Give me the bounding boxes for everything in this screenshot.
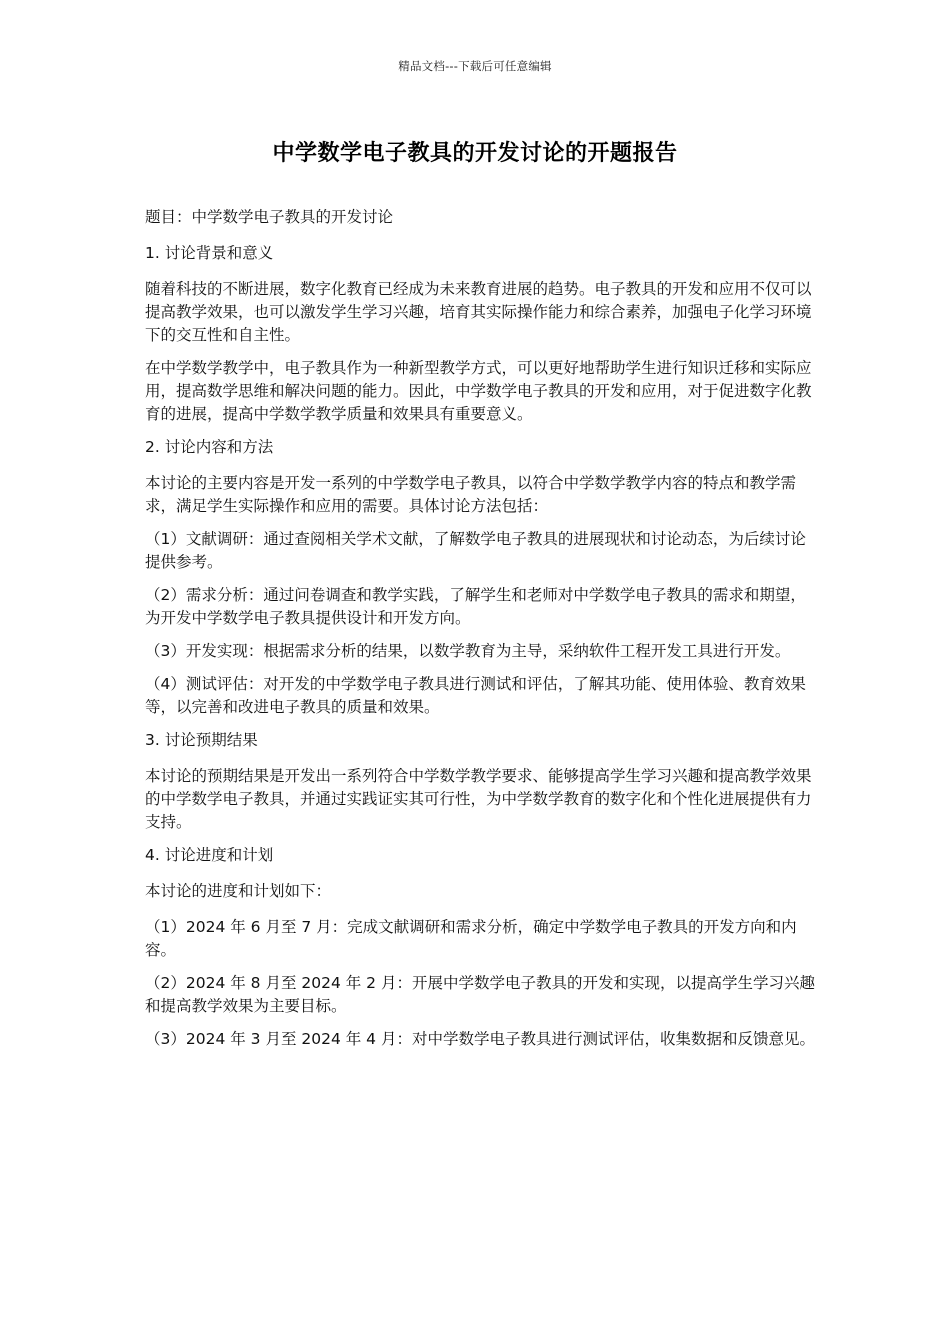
document-title: 中学数学电子教具的开发讨论的开题报告 [272, 141, 678, 166]
section-heading-content-methods: 2. 讨论内容和方法 [145, 438, 274, 456]
method-item-needs-analysis: （2）需求分析：通过问卷调查和教学实践，了解学生和老师对中学数学电子教具的需求和期望，为开发中学数学电子教具提供设计和开发方向。 [145, 586, 806, 627]
schedule-item-2: （2）2024 年 8 月至 2024 年 2 月：开展中学数学电子教具的开发和实现，以提高学生学习兴趣和提高教学效果为主要目标。 [145, 974, 815, 1015]
background-paragraph-1: 随着科技的不断进展，数字化教育已经成为未来教育进展的趋势。电子教具的开发和应用不仅可以提高教学效果，也可以激发学生学习兴趣，培育其实际操作能力和综合素养，加强电子化学习环境下的交互性和自主性。 [145, 280, 812, 344]
section-heading-expected-results: 3. 讨论预期结果 [145, 731, 258, 749]
content-intro-paragraph: 本讨论的主要内容是开发一系列的中学数学电子教具，以符合中学数学教学内容的特点和教学需求，满足学生实际操作和应用的需要。具体讨论方法包括： [145, 474, 797, 515]
method-item-testing: （4）测试评估：对开发的中学数学电子教具进行测试和评估，了解其功能、使用体验、教育效果等，以完善和改进电子教具的质量和效果。 [145, 675, 806, 716]
method-item-literature: （1）文献调研：通过查阅相关学术文献，了解数学电子教具的进展现状和讨论动态，为后续讨论提供参考。 [145, 530, 806, 571]
document-body [145, 206, 815, 1061]
topic-line: 题目：中学数学电子教具的开发讨论 [145, 208, 394, 226]
section-heading-background: 1. 讨论背景和意义 [145, 244, 274, 262]
schedule-item-3: （3）2024 年 3 月至 2024 年 4 月：对中学数学电子教具进行测试评估，收集数据和反馈意见。 [145, 1030, 815, 1048]
schedule-item-1: （1）2024 年 6 月至 7 月：完成文献调研和需求分析，确定中学数学电子教具的开发方向和内容。 [145, 918, 797, 959]
schedule-intro-line: 本讨论的进度和计划如下： [145, 882, 332, 900]
expected-results-paragraph: 本讨论的预期结果是开发出一系列符合中学数学教学要求、能够提高学生学习兴趣和提高教学效果的中学数学电子教具，并通过实践证实其可行性，为中学数学教育的数字化和个性化进展提供有力支持。 [145, 767, 812, 831]
method-item-development: （3）开发实现：根据需求分析的结果，以数学教育为主导，采纳软件工程开发工具进行开发。 [145, 642, 791, 660]
background-paragraph-2: 在中学数学教学中，电子教具作为一种新型教学方式，可以更好地帮助学生进行知识迁移和实际应用，提高数学思维和解决问题的能力。因此，中学数学电子教具的开发和应用，对于促进数字化教育的进展，提高中学数学教学质量和效果具有重要意义。 [145, 359, 812, 423]
document-header-note: 精品文档---下载后可任意编辑 [398, 59, 552, 73]
section-heading-schedule: 4. 讨论进度和计划 [145, 846, 274, 864]
